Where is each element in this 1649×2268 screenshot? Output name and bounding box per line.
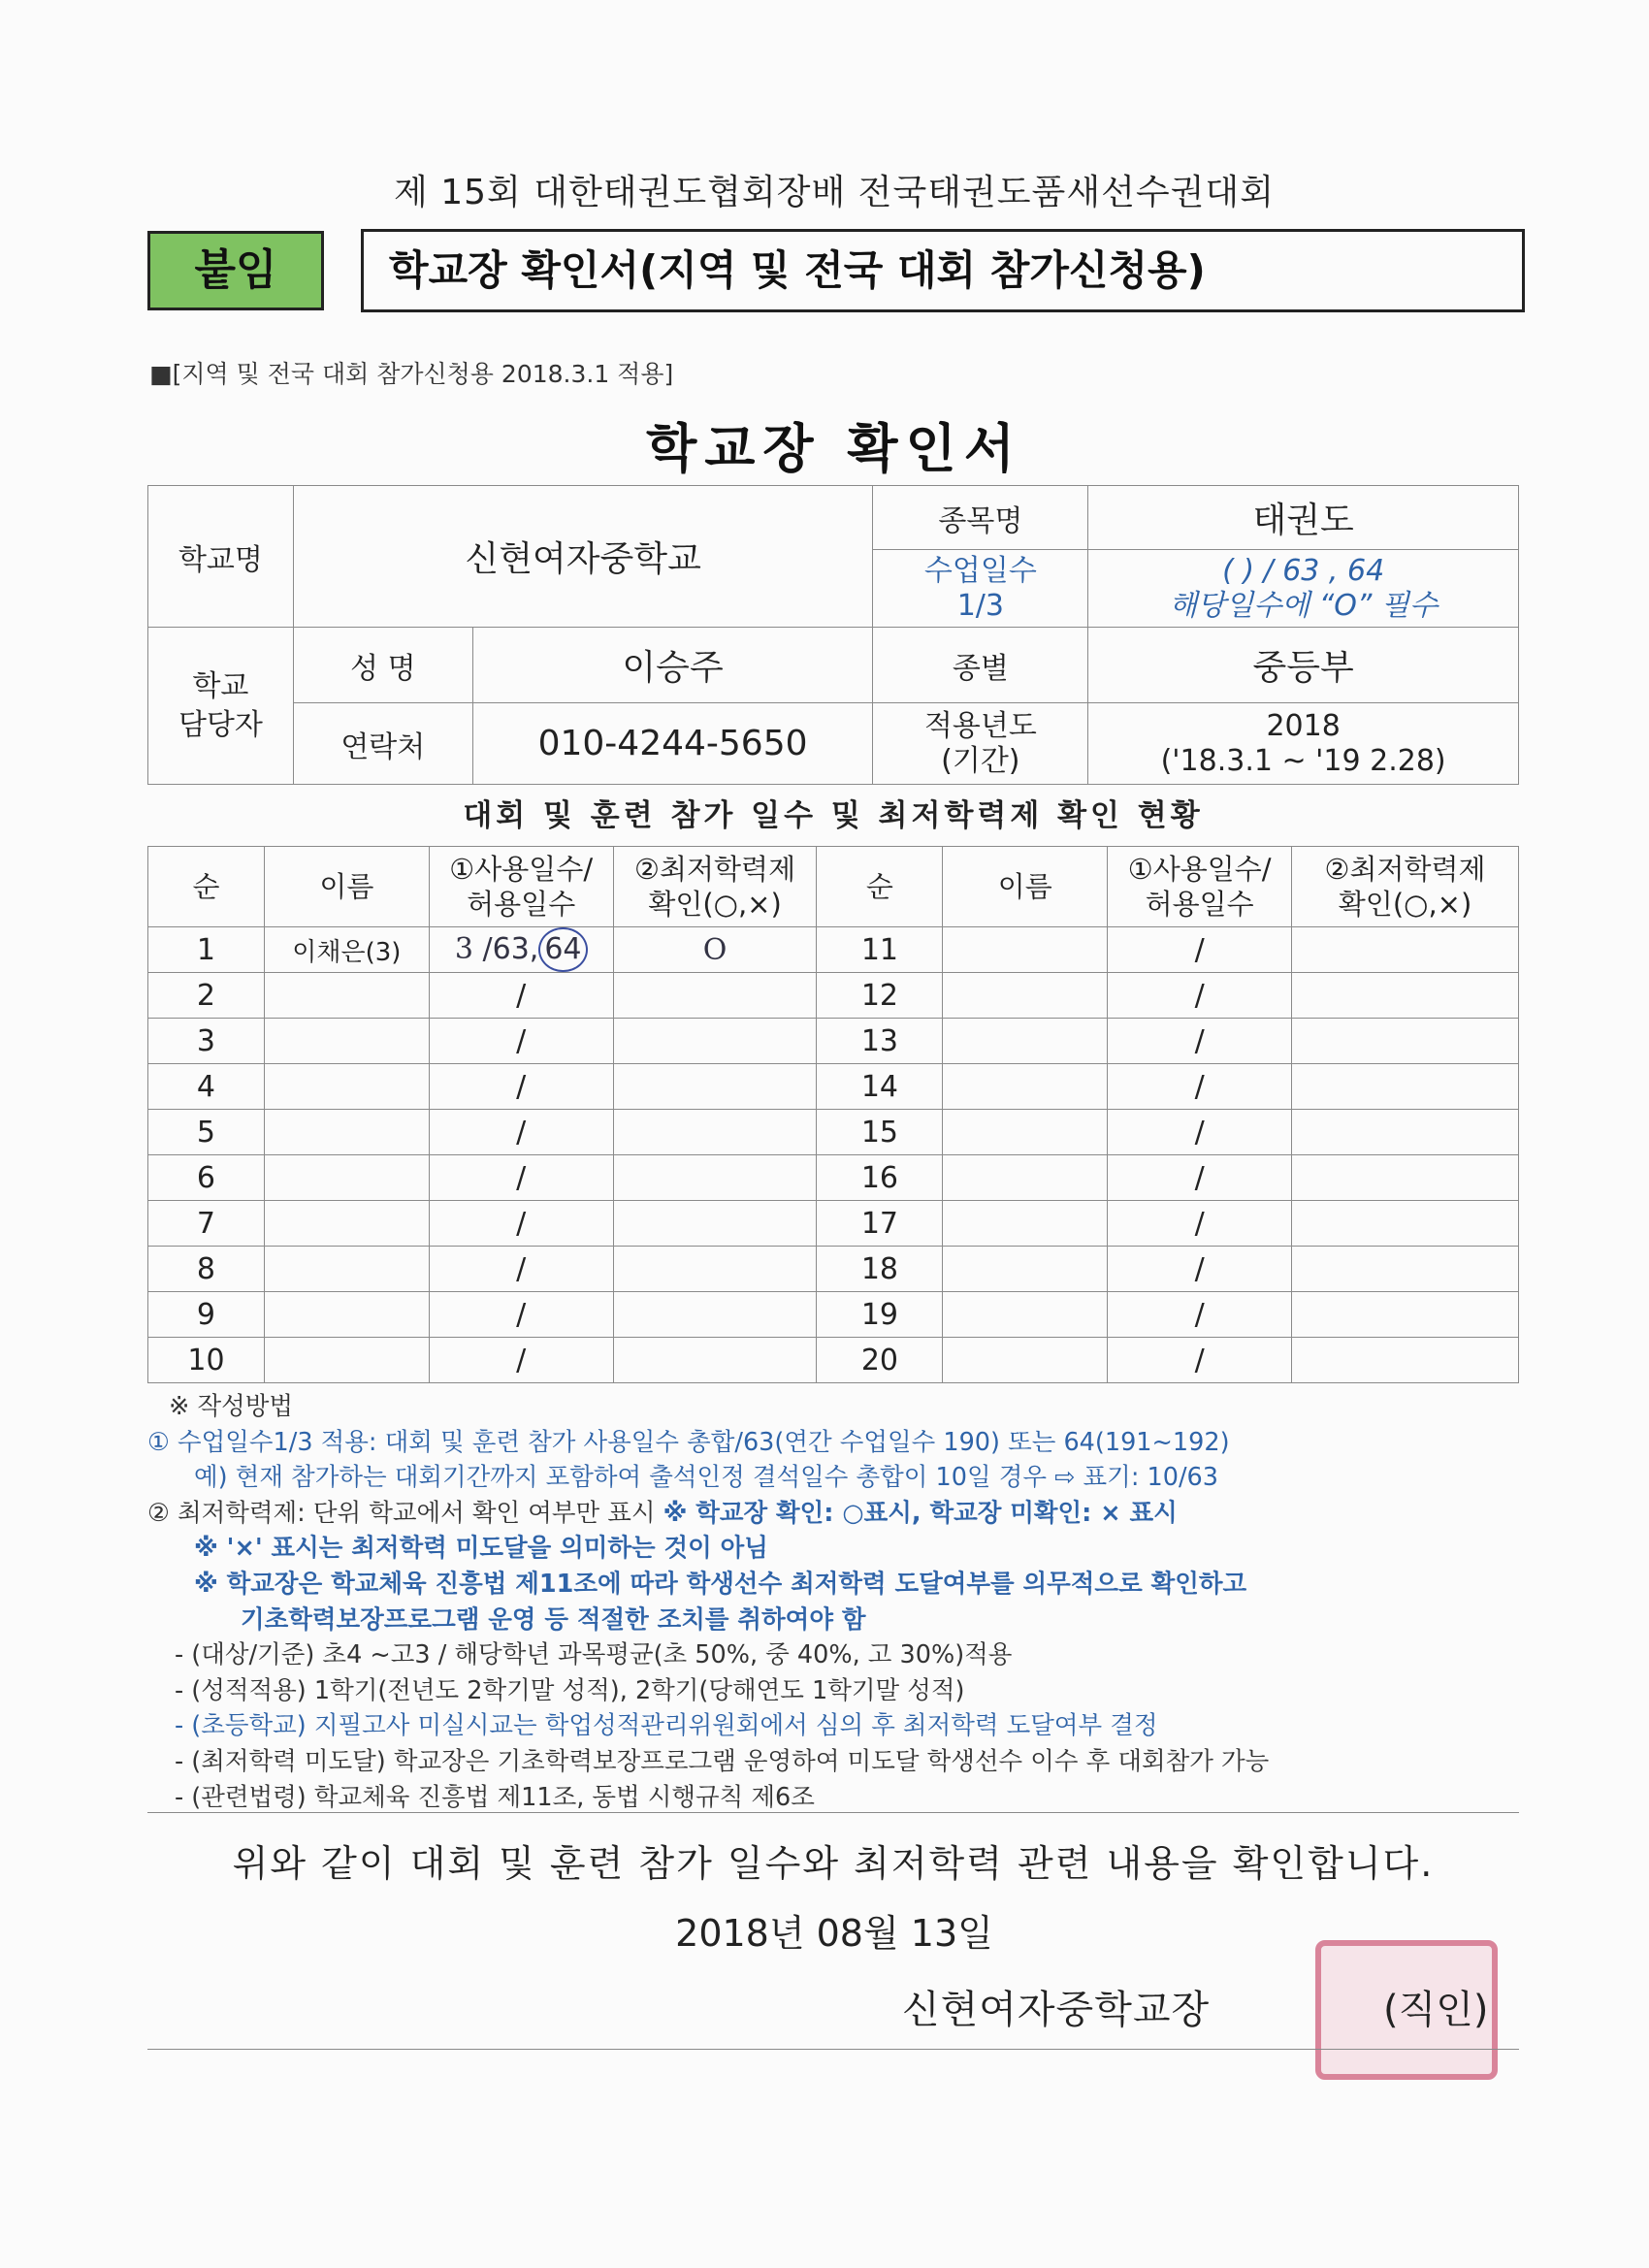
- days-slash: /: [429, 1247, 613, 1292]
- roster-section-title: 대회 및 훈련 참가 일수 및 최저학력제 확인 현황: [463, 798, 1204, 833]
- method-title: ※ 작성방법: [169, 1392, 294, 1421]
- table-row: [148, 1201, 1519, 1247]
- seal-label: (직인): [1383, 1988, 1489, 2032]
- row-no: 16: [817, 1155, 943, 1201]
- min-academic-check: [1292, 973, 1519, 1019]
- row-no: 20: [817, 1338, 943, 1383]
- days-used: 3: [454, 932, 473, 966]
- principal-title: 신현여자중학교장: [902, 1988, 1211, 2032]
- header-check-sub: 확인(○,×): [1338, 888, 1472, 921]
- athlete-name: [943, 1292, 1108, 1338]
- header-no: 순: [148, 847, 265, 927]
- school-name-value: 신현여자중학교: [293, 486, 873, 628]
- document-title: 학교장 확인서(지역 및 전국 대회 참가신청용): [361, 229, 1525, 312]
- divider: [147, 2049, 1519, 2050]
- athlete-name: [264, 1201, 429, 1247]
- athlete-name: [943, 1110, 1108, 1155]
- row-no: 17: [817, 1201, 943, 1247]
- confirmation-statement: 위와 같이 대회 및 훈련 참가 일수와 최저학력 관련 내용을 확인합니다.: [232, 1842, 1435, 1885]
- min-academic-check: [613, 1110, 817, 1155]
- athlete-name: [943, 1019, 1108, 1064]
- row-no: 18: [817, 1247, 943, 1292]
- row-no: 8: [148, 1247, 265, 1292]
- school-info-table: [147, 485, 1519, 785]
- row-no: 11: [817, 927, 943, 973]
- table-row: [148, 1110, 1519, 1155]
- days-slash: /: [429, 1338, 613, 1383]
- contact-value: 010-4244-5650: [472, 703, 873, 785]
- row-no: 19: [817, 1292, 943, 1338]
- athlete-name: [264, 1110, 429, 1155]
- table-row: [148, 1338, 1519, 1383]
- athlete-name: [264, 1247, 429, 1292]
- class-days-label: 수업일수: [923, 553, 1037, 588]
- min-academic-check: [613, 1019, 817, 1064]
- min-academic-check: [613, 1201, 817, 1247]
- method-line-2: 예) 현재 참가하는 대회기간까지 포함하여 출석인정 결석일수 총합이 10일 경우 ⇨ 표기: 10/63: [194, 1463, 1218, 1493]
- method-line-3b: ※ 학교장 확인: ○표시, 학교장 미확인: × 표시: [663, 1498, 1178, 1528]
- year-label: 적용년도: [923, 708, 1037, 743]
- days-slash: /: [429, 1292, 613, 1338]
- row-no: 4: [148, 1064, 265, 1110]
- days-slash: /: [429, 1064, 613, 1110]
- method-line-4: ※ '×' 표시는 최저학력 미도달을 의미하는 것이 아님: [194, 1534, 768, 1564]
- issue-date: 2018년 08월 13일: [675, 1912, 993, 1955]
- contact-label: 연락처: [293, 703, 472, 785]
- class-days-instruction: 해당일수에 “O” 필수: [1169, 588, 1438, 623]
- athlete-name: [943, 1338, 1108, 1383]
- table-row: [148, 1155, 1519, 1201]
- min-academic-check: [1292, 1201, 1519, 1247]
- min-academic-check: [613, 1292, 817, 1338]
- header-name: 이름: [943, 847, 1108, 927]
- class-days-ratio: 1/3: [956, 588, 1004, 623]
- row-no: 14: [817, 1064, 943, 1110]
- method-line-3: [147, 1496, 1544, 1532]
- days-slash: /: [1108, 1338, 1292, 1383]
- days-slash: /: [429, 1155, 613, 1201]
- table-row: [148, 1019, 1519, 1064]
- days-slash: /: [1108, 1292, 1292, 1338]
- category-value: 중등부: [1088, 628, 1519, 703]
- row-no: 2: [148, 973, 265, 1019]
- athlete-name: [264, 1338, 429, 1383]
- athlete-name: [264, 1019, 429, 1064]
- header-days: ①사용일수/: [1127, 853, 1272, 886]
- table-row: [148, 1247, 1519, 1292]
- days-slash: /: [429, 1019, 613, 1064]
- row-no: 3: [148, 1019, 265, 1064]
- min-academic-check: O: [613, 927, 817, 973]
- days-slash: /: [429, 1110, 613, 1155]
- table-row: [148, 1064, 1519, 1110]
- sport-value: 태권도: [1088, 486, 1519, 550]
- method-line-3a: ② 최저학력제: 단위 학교에서 확인 여부만 표시: [147, 1498, 656, 1528]
- athlete-name: [943, 1247, 1108, 1292]
- table-row: [148, 973, 1519, 1019]
- days-slash: /: [1108, 1064, 1292, 1110]
- header-check: ②최저학력제: [634, 853, 796, 886]
- main-title: 학교장 확인서: [646, 418, 1022, 479]
- athlete-name: [264, 1064, 429, 1110]
- row-no: 7: [148, 1201, 265, 1247]
- attachment-tag: 붙임: [147, 231, 324, 310]
- row-no: 12: [817, 973, 943, 1019]
- manager-name-value: 이승주: [472, 628, 873, 703]
- min-academic-check: [1292, 1338, 1519, 1383]
- row-no: 5: [148, 1110, 265, 1155]
- athlete-name: 이채은(3): [264, 927, 429, 973]
- method-line-7: - (대상/기준) 초4 ~고3 / 해당학년 과목평균(초 50%, 중 40%, 고 30%)적용: [175, 1640, 1013, 1670]
- days-allowed-circled: 64: [538, 927, 587, 972]
- min-academic-check: [1292, 1247, 1519, 1292]
- table-row: [148, 1292, 1519, 1338]
- athlete-name: [943, 973, 1108, 1019]
- header-days-sub: 허용일수: [467, 888, 576, 921]
- row-no: 1: [148, 927, 265, 973]
- athlete-name: [943, 1064, 1108, 1110]
- days-slash: /: [1108, 973, 1292, 1019]
- athlete-name: [264, 973, 429, 1019]
- row-no: 15: [817, 1110, 943, 1155]
- row-no: 9: [148, 1292, 265, 1338]
- year-period: ('18.3.1 ~ '19 2.28): [1160, 743, 1446, 778]
- athlete-name: [943, 927, 1108, 973]
- athlete-name: [264, 1292, 429, 1338]
- manager-label-sub: 담당자: [178, 707, 263, 742]
- sport-label: 종목명: [873, 486, 1088, 550]
- days-slash: /: [1108, 1247, 1292, 1292]
- days-slash: /: [1108, 1110, 1292, 1155]
- name-label: 성 명: [293, 628, 472, 703]
- days-slash: /: [1108, 927, 1292, 973]
- header-check: ②최저학력제: [1324, 853, 1486, 886]
- days-slash: /: [429, 973, 613, 1019]
- applicability-note: ■[지역 및 전국 대회 참가신청용 2018.3.1 적용]: [149, 360, 674, 388]
- header-check-sub: 확인(○,×): [648, 888, 782, 921]
- method-line-6: 기초학력보장프로그램 운영 등 적절한 조치를 취하여야 함: [241, 1604, 866, 1635]
- days-allowed: /63,: [482, 932, 539, 966]
- method-line-10: - (최저학력 미도달) 학교장은 기초학력보장프로그램 운영하여 미도달 학생선수 이수 후 대회참가 가능: [175, 1746, 1270, 1776]
- days-slash: /: [1108, 1019, 1292, 1064]
- athlete-name: [264, 1155, 429, 1201]
- table-row: [148, 927, 1519, 973]
- roster-table: [147, 846, 1519, 1383]
- athlete-name: [943, 1155, 1108, 1201]
- min-academic-check: [613, 1247, 817, 1292]
- class-days-value: ( ) / 63 , 64: [1222, 553, 1385, 588]
- days-slash: /: [429, 1201, 613, 1247]
- method-line-5: ※ 학교장은 학교체육 진흥법 제11조에 따라 학생선수 최저학력 도달여부를 의무적으로 확인하고: [194, 1569, 1247, 1599]
- method-line-1: ① 수업일수1/3 적용: 대회 및 훈련 참가 사용일수 총합/63(연간 수업일수 190) 또는 64(191~192): [147, 1427, 1230, 1457]
- header-name: 이름: [264, 847, 429, 927]
- min-academic-check: [1292, 1155, 1519, 1201]
- row-no: 6: [148, 1155, 265, 1201]
- header-no: 순: [817, 847, 943, 927]
- method-line-8: - (성적적용) 1학기(전년도 2학기말 성적), 2학기(당해연도 1학기말 성적): [175, 1675, 965, 1705]
- method-line-9: - (초등학교) 지필고사 미실시교는 학업성적관리위원회에서 심의 후 최저학력 도달여부 결정: [175, 1711, 1158, 1741]
- method-line-11: - (관련법령) 학교체육 진흥법 제11조, 동법 시행규칙 제6조: [175, 1782, 815, 1812]
- min-academic-check: [1292, 927, 1519, 973]
- header-days: ①사용일수/: [449, 853, 594, 886]
- category-label: 종별: [873, 628, 1088, 703]
- days-used-cell: [429, 927, 613, 973]
- athlete-name: [943, 1201, 1108, 1247]
- year-value: 2018: [1266, 708, 1341, 743]
- min-academic-check: [613, 1064, 817, 1110]
- manager-label: 학교: [192, 668, 249, 703]
- event-title: 제 15회 대한태권도협회장배 전국태권도품새선수권대회: [394, 173, 1275, 212]
- min-academic-check: [1292, 1019, 1519, 1064]
- min-academic-check: [613, 1338, 817, 1383]
- min-academic-check: [613, 973, 817, 1019]
- row-no: 10: [148, 1338, 265, 1383]
- school-name-label: 학교명: [148, 486, 294, 628]
- days-slash: /: [1108, 1155, 1292, 1201]
- header-days-sub: 허용일수: [1145, 888, 1254, 921]
- min-academic-check: [613, 1155, 817, 1201]
- divider: [147, 1812, 1519, 1813]
- min-academic-check: [1292, 1110, 1519, 1155]
- min-academic-check: [1292, 1064, 1519, 1110]
- days-slash: /: [1108, 1201, 1292, 1247]
- min-academic-check: [1292, 1292, 1519, 1338]
- writing-method: [147, 1389, 1544, 1815]
- row-no: 13: [817, 1019, 943, 1064]
- year-label-sub: (기간): [941, 743, 1020, 778]
